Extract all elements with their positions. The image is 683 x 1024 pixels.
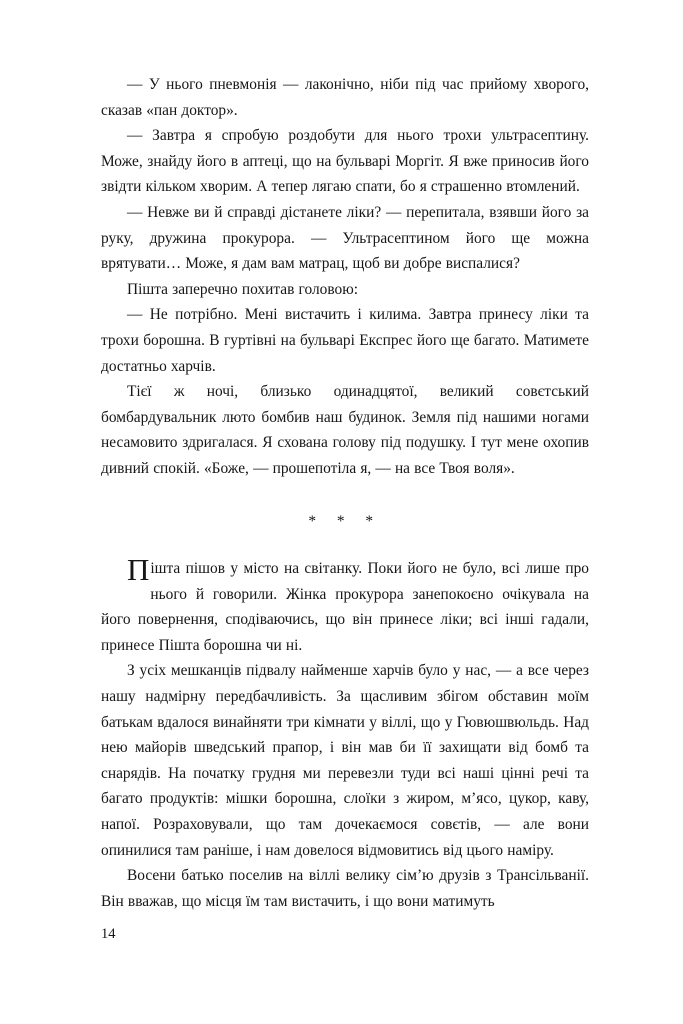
paragraph-shook-head: Пішта заперечно похитав головою: [127, 280, 358, 298]
paragraph-question: — Невже ви й справді дістанете ліки? — перепитала, взявши його за руку, дружина прокурора. — Ультрасептином його ще можна врятувати… Може, я дам вам матрац, щоб ви добре виспалися? [101, 203, 589, 273]
drop-cap-letter: П [127, 552, 150, 588]
paragraph-autumn: Восени батько поселив на віллі велику сім’ю друзів з Трансільванії. Він вважав, що місця їм там вистачить, і що вони матимуть [101, 867, 589, 910]
paragraph-least-food: З усіх мешканців підвалу найменше харчів було у нас, — а все через нашу надмірну передбачливість. За щасливим збігом обставин моїм батькам вдалося винайняти три кімнати у віллі, що у Гювюшвюльдь. Над нею майорів шведський прапор, і він мав би її захищати від бомб та снарядів. На початку грудня ми перевезли туди всі наші цінні речі та багато продуктів: мішки борошна, слоїки з жиром, м’ясо, цукор, каву, напої. Розраховували, що там дочекаємося совєтів, — але вони опинилися там раніше, і нам довелося відмовитись від цього наміру. [101, 662, 589, 859]
paragraph-pneumonia: — У нього пневмонія — лаконічно, ніби під час прийому хворого, сказав «пан доктор». [101, 76, 589, 119]
paragraph-ultraseptin: — Завтра я спробую роздобути для нього трохи ультрасептину. Може, знайду його в аптеці, що на бульварі Моргіт. Я вже приносив його звідти кільком хворим. А тепер лягаю спати, бо я страшенно втомлений. [101, 127, 589, 196]
page-text-block [101, 72, 589, 914]
page-number: 14 [101, 926, 116, 942]
paragraph-no-need: — Не потрібно. Мені вистачить і килима. Завтра принесу ліки та трохи борошна. В гуртівні на бульварі Експрес його ще багато. Матимете достатньо харчів. [101, 306, 589, 375]
section-divider-asterisks: * * * [308, 512, 382, 530]
paragraph-bombing: Тієї ж ночі, близько одинадцятої, великий совєтський бомбардувальник люто бомбив наш будинок. Земля під нашими ногами несамовито здригалася. Я схована голову під подушку. І тут мене охопив дивний спокій. «Боже, — прошепотіла я, — на все Твоя воля». [101, 383, 589, 477]
paragraph-pishta-left [101, 552, 589, 658]
paragraph-pishta-left-text: ішта пішов у місто на світанку. Поки його не було, всі лише про нього й говорили. Жінка прокурора занепокоєно очікувала на його повернення, сподіваючись, що він принесе ліки; всі інші гадали, принесе Пішта борошна чи ні. [101, 560, 589, 654]
